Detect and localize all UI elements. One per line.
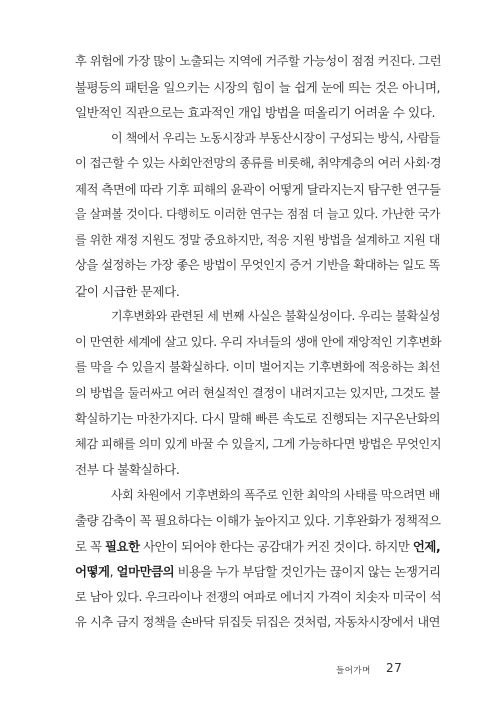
text-run: 비용을 누가 부담할 것인가는 끊이지 않는 논쟁거리 [174,564,441,579]
bold-term: 언제, [412,538,441,554]
body-line: 출량 감축이 꼭 필요하다는 이해가 높아지고 있다. 기후완화가 정책적으 [75,513,441,528]
bold-term: 필요한 [105,538,140,554]
body-line: 일반적인 직관으로는 효과적인 개입 방법을 떠올리기 어려울 수 있다. [75,105,436,120]
body-line: 를 막을 수 있을지 불확실하다. 이미 벌어지는 기후변화에 적응하는 최선 [75,360,440,374]
page-number: 27 [386,661,403,675]
body-line-emphasis [75,534,440,560]
body-line: 상을 설정하는 가장 좋은 방법이 무엇인지 증거 기반을 확대하는 일도 똑 [75,258,440,272]
body-line: 불평등의 패턴을 일으키는 시장의 힘이 늘 쉽게 눈에 띄는 것은 아니며, [75,79,440,95]
body-line: 후 위험에 가장 많이 노출되는 지역에 거주할 가능성이 점점 커진다. 그런 [75,54,442,68]
body-line: 확실하기는 마찬가지다. 다시 말해 빠른 속도로 진행되는 지구온난화의 [75,411,440,426]
body-line-emphasis [75,559,440,585]
body-line: 이 만연한 세계에 살고 있다. 우리 자녀들의 생애 안에 재앙적인 기후변화 [75,334,442,349]
text-run: , [109,564,117,579]
body-line: 의 방법을 둘러싸고 여러 현실적인 결정이 내려지고는 있지만, 그것도 불 [75,385,440,400]
body-line: 을 살펴볼 것이다. 다행히도 이러한 연구는 점점 더 늘고 있다. 가난한 국가 [75,207,440,221]
bold-term: 얼마만큼의 [116,564,175,579]
paragraph-first-line: 이 책에서 우리는 노동시장과 부동산시장이 구성되는 방식, 사람들 [111,130,440,145]
body-line: 를 위한 재정 지원도 정말 중요하지만, 적응 지원 방법을 설계하고 지원 대 [75,232,440,247]
body-line: 전부 다 불확실하다. [75,462,180,477]
body-text [75,49,440,636]
body-line: 제적 측면에 따라 기후 피해의 윤곽이 어떻게 달라지는지 탐구한 연구들 [75,181,441,197]
text-run: 로 꼭 [75,538,106,554]
page-footer [330,661,440,679]
body-line: 로 남아 있다. 우크라이나 전쟁의 여파로 에너지 가격이 치솟자 미국이 석 [75,589,442,604]
paragraph-first-line: 사회 차원에서 기후변화의 폭주로 인한 최악의 사태를 막으려면 배 [111,487,440,502]
running-footer-section: 들어가며 [336,666,371,676]
body-line: 이 접근할 수 있는 사회안전망의 종류를 비롯해, 취약계층의 여러 사회·경 [75,156,442,170]
bold-term: 어떻게 [75,564,110,579]
paragraph-first-line: 기후변화와 관련된 세 번째 사실은 불확실성이다. 우리는 불확실성 [111,309,440,323]
body-line: 체감 피해를 의미 있게 바꿀 수 있을지, 그게 가능하다면 방법은 무엇인지 [75,436,442,451]
text-run: 사안이 되어야 한다는 공감대가 커진 것이다. 하지만 [139,538,413,554]
body-line: 유 시추 금지 정책을 손바닥 뒤집듯 뒤집은 것처럼, 자동차시장에서 내연 [75,615,440,629]
body-line: 같이 시급한 문제다. [75,283,180,299]
